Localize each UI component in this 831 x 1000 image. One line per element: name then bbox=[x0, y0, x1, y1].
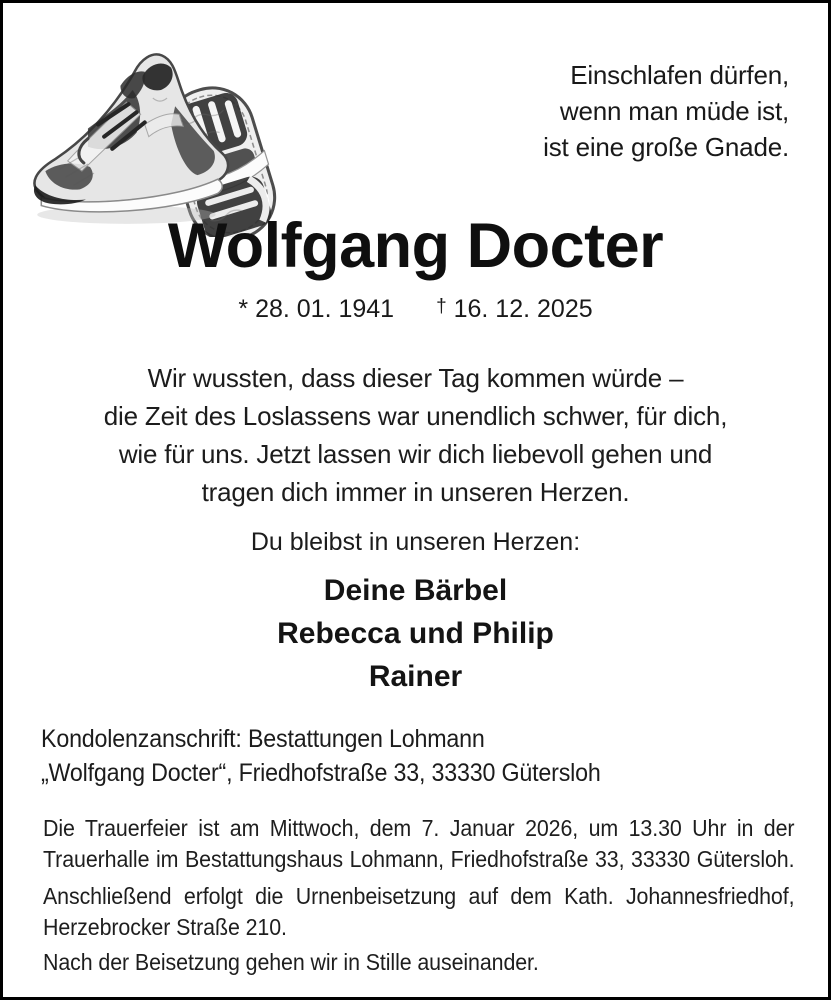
birth-date-value: 28. 01. 1941 bbox=[255, 295, 395, 323]
birth-date bbox=[238, 295, 394, 324]
burial-info-line: Anschließend erfolgt die Urnenbeisetzung auf dem Kath. Johannesfriedhof, bbox=[43, 883, 795, 909]
running-shoes-illustration bbox=[23, 19, 307, 237]
condolence-address bbox=[41, 722, 792, 790]
mourner-name: Rainer bbox=[368, 660, 463, 693]
quote-line: ist eine große Gnade. bbox=[543, 132, 789, 162]
tribute-line: die Zeit des Loslassens war unendlich schwer, für dich, bbox=[103, 401, 728, 431]
quote-line: wenn man müde ist, bbox=[559, 96, 789, 126]
mourners-list bbox=[3, 569, 828, 698]
condolence-line: „Wolfgang Docter“, Friedhofstraße 33, 33330 Gütersloh bbox=[41, 759, 601, 787]
burial-info-line: Herzebrocker Straße 210. bbox=[43, 914, 287, 940]
deceased-name: Wolfgang Docter bbox=[167, 211, 664, 281]
funeral-info-line: Die Trauerfeier ist am Mittwoch, dem 7. Januar 2026, um 13.30 Uhr in der bbox=[43, 815, 795, 841]
asterisk-born-icon: * bbox=[238, 295, 249, 323]
farewell-heading: Du bleibst in unseren Herzen: bbox=[250, 528, 581, 556]
condolence-line: Kondolenzanschrift: Bestattungen Lohmann bbox=[41, 725, 485, 753]
life-dates bbox=[3, 295, 828, 324]
death-date bbox=[436, 295, 593, 324]
profile-shoe-sketch bbox=[34, 54, 228, 223]
closing-note: Nach der Beisetzung gehen wir in Stille auseinander. bbox=[43, 949, 539, 975]
tribute-text bbox=[3, 359, 828, 511]
funeral-info bbox=[43, 813, 794, 875]
cross-died-icon: † bbox=[436, 296, 447, 317]
tribute-line: wie für uns. Jetzt lassen wir dich liebevoll gehen und bbox=[118, 439, 713, 469]
funeral-info-line: Trauerhalle im Bestattungshaus Lohmann, Friedhofstraße 33, 33330 Gütersloh. bbox=[43, 846, 795, 872]
death-date-value: 16. 12. 2025 bbox=[453, 295, 593, 323]
burial-info bbox=[43, 881, 794, 943]
mourner-name: Rebecca und Philip bbox=[277, 617, 554, 650]
memorial-quote bbox=[543, 57, 789, 165]
tribute-line: Wir wussten, dass dieser Tag kommen würde – bbox=[147, 363, 684, 393]
tribute-line: tragen dich immer in unseren Herzen. bbox=[201, 477, 630, 507]
mourner-name: Deine Bärbel bbox=[323, 574, 508, 607]
quote-line: Einschlafen dürfen, bbox=[570, 60, 789, 90]
